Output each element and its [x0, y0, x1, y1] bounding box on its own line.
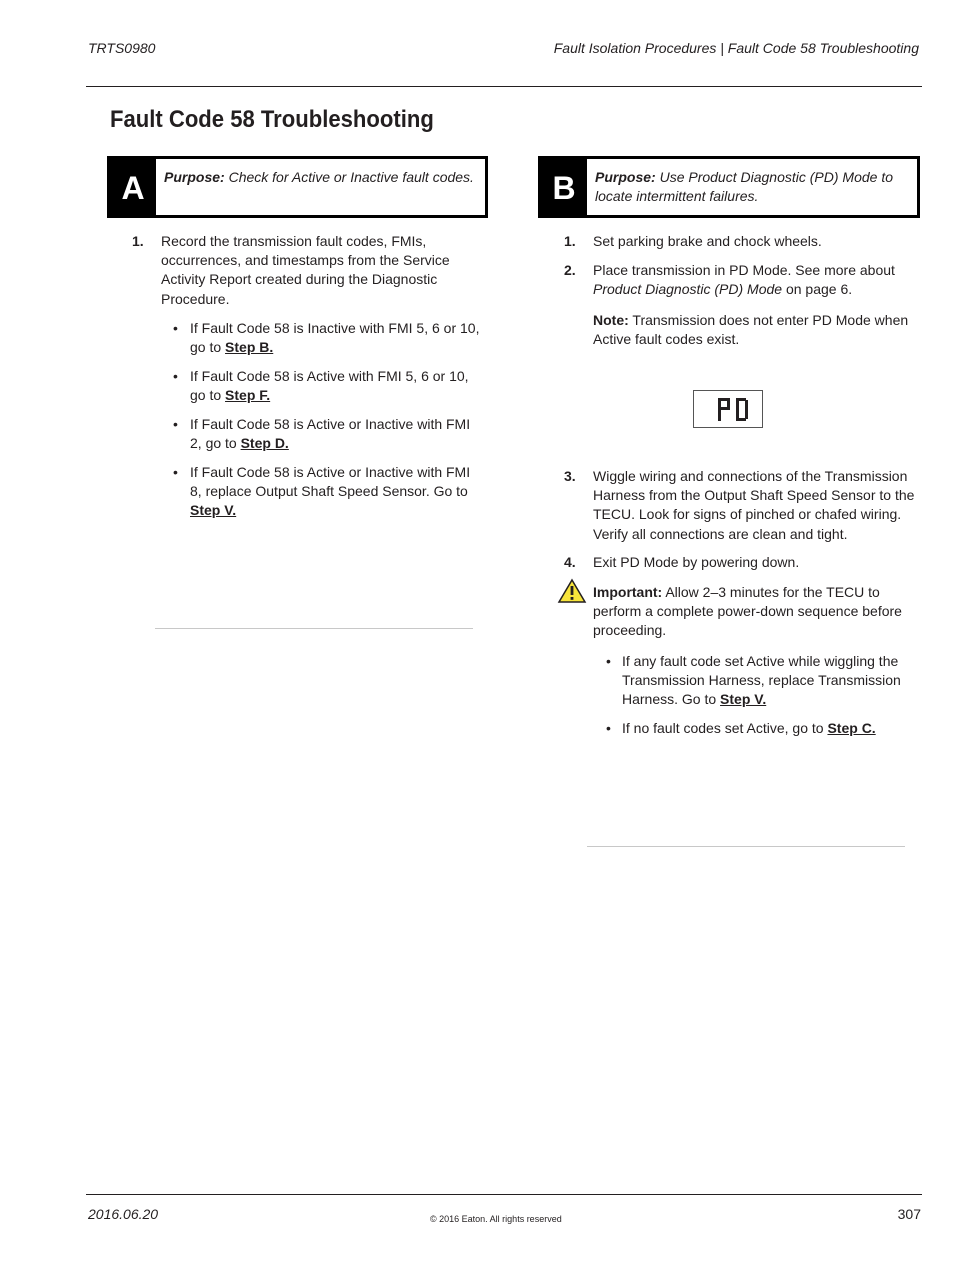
step-b-item-2-text-b: on page 6.: [782, 281, 853, 298]
step-b-item-1-number: 1.: [564, 233, 576, 249]
step-b-item-2-number: 2.: [564, 262, 576, 278]
step-b-link[interactable]: Step B.: [225, 339, 274, 356]
step-v-link[interactable]: Step V.: [190, 502, 237, 519]
step-a-letter: A: [110, 159, 156, 215]
step-a-item-1-text: Record the transmission fault codes, FMIs, occurrences, and timestamps from the Service Activity Report created during the Diagnostic Procedure.: [161, 233, 450, 307]
step-a-bullet-3: [190, 415, 485, 453]
step-a-purpose-label: Purpose:: [164, 169, 225, 185]
step-a-bullet-2: [190, 367, 485, 405]
pd-display-text: [762, 391, 763, 392]
page-number: 307: [897, 1206, 921, 1222]
step-a-header: [107, 156, 488, 218]
step-b-header: [538, 156, 920, 218]
step-b-item-4-text: Exit PD Mode by powering down.: [593, 554, 800, 570]
step-b-item-4-number: 4.: [564, 554, 576, 570]
step-a-purpose-text: Check for Active or Inactive fault codes.: [228, 169, 474, 185]
step-b-purpose-label: Purpose:: [595, 169, 656, 185]
step-d-link[interactable]: Step D.: [240, 435, 289, 452]
pd-display-image: [693, 390, 763, 428]
step-f-link[interactable]: Step F.: [225, 387, 271, 404]
step-a-bullet-4: [190, 463, 485, 521]
step-a-bullet-4-text: If Fault Code 58 is Active or Inactive with FMI 8, replace Output Shaft Speed Sensor. Go to: [190, 464, 471, 500]
bullet-icon: •: [606, 653, 611, 669]
pd-mode-reference[interactable]: Product Diagnostic (PD) Mode: [593, 281, 783, 298]
footer-date: 2016.06.20: [88, 1206, 159, 1222]
step-v-link[interactable]: Step V.: [720, 691, 767, 708]
step-b-purpose-text: Use Product Diagnostic (PD) Mode to locate intermittent failures.: [595, 169, 894, 204]
step-a-bullet-3-text: If Fault Code 58 is Active or Inactive with FMI 2, go to: [190, 416, 471, 452]
header-divider: [86, 86, 922, 87]
bullet-icon: •: [173, 368, 178, 384]
document-id: TRTS0980: [88, 40, 156, 56]
section-breadcrumb: Fault Isolation Procedures | Fault Code 58 Troubleshooting: [553, 40, 919, 56]
step-a-purpose: [164, 168, 477, 187]
step-b-important: [593, 583, 918, 641]
page-title: Fault Code 58 Troubleshooting: [110, 106, 434, 133]
step-a-item-1-number: 1.: [132, 233, 144, 249]
step-b-bullet-2: [622, 719, 917, 738]
step-b-item-2-text-a: Place transmission in PD Mode. See more about: [593, 262, 895, 278]
footer-copyright: © 2016 Eaton. All rights reserved: [430, 1214, 562, 1224]
step-b-item-1-text: Set parking brake and chock wheels.: [593, 233, 822, 249]
bullet-icon: •: [173, 464, 178, 480]
step-b-letter: B: [541, 159, 587, 215]
step-b-note: [593, 311, 913, 349]
bullet-icon: •: [606, 720, 611, 736]
important-label: Important:: [593, 584, 663, 600]
step-b-item-3-text: Wiggle wiring and connections of the Transmission Harness from the Output Shaft Speed Sensor to the TECU. Look for signs of pinched or chafed wiring. Verify all connections are clean and tight.: [593, 468, 915, 542]
step-b-bullet-1-text: If any fault code set Active while wiggling the Transmission Harness, replace Transmission Harness. Go to: [622, 653, 901, 708]
step-b-item-2-text: [593, 261, 913, 299]
step-a-end-divider: [155, 628, 473, 629]
important-text: Allow 2–3 minutes for the TECU to perform a complete power-down sequence before proceeding.: [593, 584, 902, 639]
step-a-bullet-2-text: If Fault Code 58 is Active with FMI 5, 6 or 10, go to: [190, 368, 469, 404]
bullet-icon: •: [173, 416, 178, 432]
note-label: Note:: [593, 312, 629, 328]
step-b-bullet-2-text: If no fault codes set Active, go to: [622, 720, 828, 736]
step-b-bullet-1: [622, 652, 917, 710]
step-b-purpose: [595, 168, 909, 206]
step-b-end-divider: [587, 846, 905, 847]
footer-divider: [86, 1194, 922, 1195]
pd-display-icon: [694, 391, 762, 427]
step-c-link[interactable]: Step C.: [827, 720, 876, 736]
step-a-bullet-1: [190, 319, 485, 357]
bullet-icon: •: [173, 320, 178, 336]
step-a-bullet-1-text: If Fault Code 58 is Inactive with FMI 5, 6 or 10, go to: [190, 320, 480, 356]
warning-icon: [557, 578, 587, 604]
note-text: Transmission does not enter PD Mode when Active fault codes exist.: [593, 312, 909, 348]
step-b-item-3-number: 3.: [564, 468, 576, 484]
